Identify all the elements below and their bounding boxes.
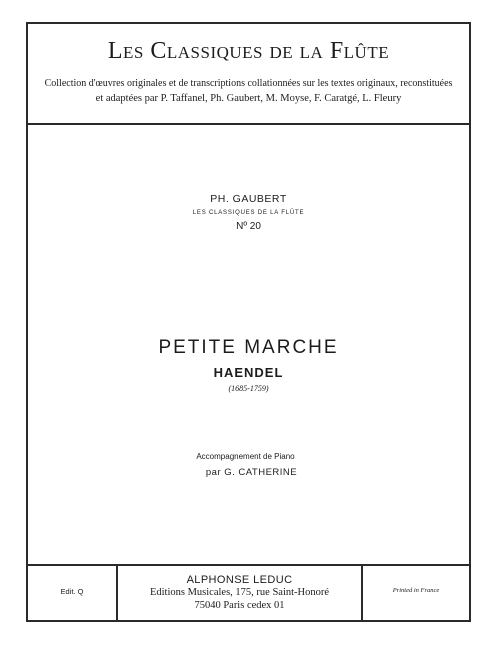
series-number: Nº 20: [236, 221, 261, 232]
arranger-name: PH. GAUBERT: [210, 193, 287, 205]
accompaniment-label: Accompagnement de Piano: [196, 452, 295, 461]
cover-frame: [26, 22, 471, 622]
collection-description-line2: et adaptées par P. Taffanel, Ph. Gaubert, M. Moyse, F. Caratgé, L. Fleury: [95, 93, 402, 104]
printed-in-label: Printed in France: [392, 587, 440, 594]
series-subtitle: LES CLASSIQUES DE LA FLÛTE: [192, 210, 305, 216]
edition-code: Edit. Q: [60, 587, 84, 596]
composer-dates: (1685-1759): [228, 384, 269, 393]
edition-cell: [28, 566, 118, 621]
collection-description-line1: Collection d'œuvres originales et de transcriptions collationnées sur les textes originaux, reconstituées: [44, 78, 453, 89]
publisher-address-line2: 75040 Paris cedex 01: [194, 600, 285, 611]
publisher-footer: [28, 564, 469, 621]
printed-cell: [363, 566, 469, 621]
work-title: PETITE MARCHE: [158, 337, 339, 358]
publisher-cell: [118, 566, 363, 621]
composer-name: HAENDEL: [213, 365, 284, 380]
publisher-name: ALPHONSE LEDUC: [186, 574, 293, 586]
accompaniment-arranger: par G. CATHERINE: [205, 467, 298, 478]
series-header: [28, 24, 469, 125]
publisher-address-line1: Editions Musicales, 175, rue Saint-Honoré: [149, 587, 330, 598]
series-title: Les Classiques de la Flûte: [107, 38, 390, 64]
